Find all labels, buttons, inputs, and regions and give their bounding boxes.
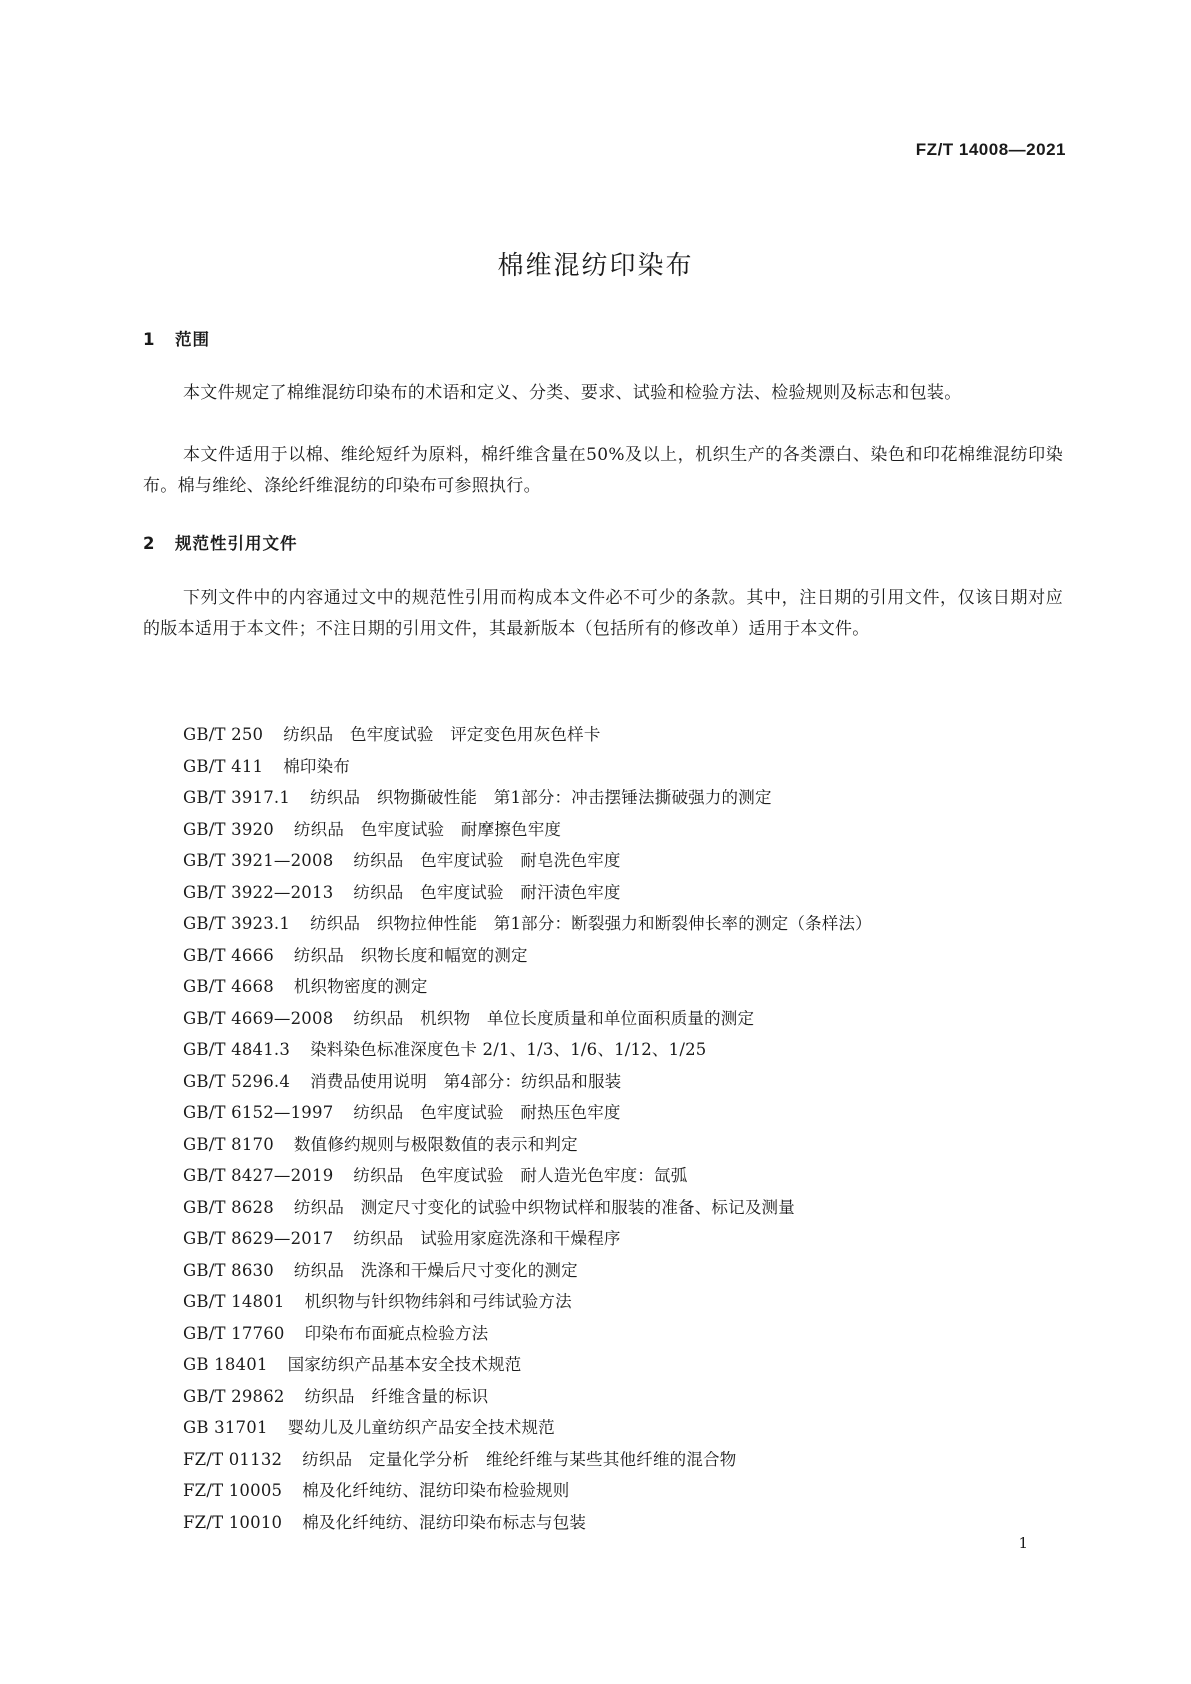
reference-item (183, 1286, 872, 1318)
reference-code: FZ/T 01132 (183, 1449, 283, 1469)
reference-item (183, 782, 872, 814)
reference-code: GB/T 4841.3 (183, 1040, 291, 1059)
reference-title: 机织物与针织物纬斜和弓纬试验方法 (304, 1292, 572, 1311)
reference-item (183, 1192, 872, 1224)
reference-code: GB/T 3917.1 (183, 788, 291, 807)
reference-item (183, 908, 872, 940)
section-2-heading (143, 530, 298, 554)
reference-item (183, 877, 872, 909)
reference-code: GB/T 29862 (183, 1386, 285, 1406)
reference-code: GB/T 6152—1997 (183, 1103, 334, 1122)
section-2-paragraph-1: 下列文件中的内容通过文中的规范性引用而构成本文件必不可少的条款。其中，注日期的引用文件，仅该日期对应的版本适用于本文件；不注日期的引用文件，其最新版本（包括所有的修改单）适用于本文件。 (143, 588, 1063, 639)
page-number: 1 (1018, 1534, 1028, 1552)
reference-title: 纺织品 机织物 单位长度质量和单位面积质量的测定 (353, 1008, 755, 1028)
reference-item (183, 1160, 872, 1192)
reference-title: 染料染色标准深度色卡 2/1、1/3、1/6、1/12、1/25 (310, 1040, 707, 1059)
reference-title: 棉及化纤纯纺、混纺印染布标志与包装 (302, 1512, 587, 1532)
reference-code: GB/T 3920 (183, 819, 274, 839)
reference-code: GB/T 4668 (183, 977, 274, 996)
reference-list (183, 719, 872, 1538)
reference-code: GB/T 17760 (183, 1323, 285, 1343)
reference-title: 数值修约规则与极限数值的表示和判定 (293, 1134, 578, 1154)
reference-code: GB/T 4666 (183, 945, 274, 965)
reference-code: GB/T 3922—2013 (183, 882, 334, 902)
reference-item (183, 1318, 872, 1350)
reference-title: 纺织品 测定尺寸变化的试验中织物试样和服装的准备、标记及测量 (293, 1197, 795, 1217)
reference-code: GB/T 5296.4 (183, 1071, 291, 1091)
section-number: 1 (143, 330, 156, 349)
reference-code: FZ/T 10010 (183, 1512, 283, 1532)
reference-title: 婴幼儿及儿童纺织产品安全技术规范 (287, 1418, 555, 1437)
reference-item (183, 845, 872, 877)
reference-item (183, 971, 872, 1003)
reference-code: GB/T 4669—2008 (183, 1008, 334, 1028)
reference-item (183, 814, 872, 846)
reference-title: 棉印染布 (283, 756, 351, 776)
reference-item (183, 1412, 872, 1444)
standard-number: FZ/T 14008—2021 (915, 140, 1066, 159)
reference-title: 纺织品 纤维含量的标识 (304, 1386, 489, 1406)
reference-code: GB/T 3923.1 (183, 914, 291, 933)
reference-item (183, 1381, 872, 1413)
reference-item (183, 1255, 872, 1287)
reference-code: GB/T 250 (183, 725, 264, 744)
reference-item (183, 719, 872, 751)
reference-item (183, 1034, 872, 1066)
reference-item (183, 1444, 872, 1476)
reference-title: 纺织品 织物拉伸性能 第1部分：断裂强力和断裂伸长率的测定（条样法） (310, 914, 872, 933)
reference-title: 印染布布面疵点检验方法 (304, 1323, 489, 1343)
reference-title: 国家纺织产品基本安全技术规范 (287, 1355, 522, 1374)
reference-code: GB 18401 (183, 1355, 268, 1374)
reference-title: 机织物密度的测定 (293, 977, 428, 996)
reference-item (183, 751, 872, 783)
reference-code: GB/T 8427—2019 (183, 1166, 334, 1185)
reference-title: 消费品使用说明 第4部分：纺织品和服装 (310, 1071, 622, 1091)
reference-item (183, 1097, 872, 1129)
reference-code: GB/T 411 (183, 756, 264, 776)
reference-code: GB/T 3921—2008 (183, 851, 334, 870)
reference-item (183, 1349, 872, 1381)
reference-item (183, 1507, 872, 1539)
reference-code: GB/T 8630 (183, 1260, 274, 1280)
reference-title: 纺织品 洗涤和干燥后尺寸变化的测定 (293, 1260, 578, 1280)
reference-item (183, 1066, 872, 1098)
section-title: 范围 (175, 330, 210, 349)
reference-code: GB/T 8628 (183, 1197, 274, 1217)
section-number: 2 (143, 534, 156, 553)
section-title: 规范性引用文件 (175, 534, 298, 553)
reference-code: GB 31701 (183, 1418, 268, 1437)
reference-title: 纺织品 色牢度试验 耐摩擦色牢度 (293, 819, 562, 839)
reference-code: GB/T 8629—2017 (183, 1229, 334, 1248)
reference-title: 纺织品 织物撕破性能 第1部分：冲击摆锤法撕破强力的测定 (310, 788, 772, 807)
document-title: 棉维混纺印染布 (497, 251, 694, 281)
reference-title: 纺织品 色牢度试验 耐人造光色牢度：氙弧 (353, 1166, 688, 1185)
reference-title: 棉及化纤纯纺、混纺印染布检验规则 (302, 1481, 570, 1500)
reference-item (183, 940, 872, 972)
reference-code: GB/T 14801 (183, 1292, 285, 1311)
reference-item (183, 1003, 872, 1035)
section-1-paragraph-2: 本文件适用于以棉、维纶短纤为原料，棉纤维含量在50%及以上，机织生产的各类漂白、染色和印花棉维混纺印染布。棉与维纶、涤纶纤维混纺的印染布可参照执行。 (143, 445, 1063, 496)
reference-code: FZ/T 10005 (183, 1481, 283, 1500)
reference-title: 纺织品 织物长度和幅宽的测定 (293, 945, 528, 965)
section-1-paragraph-1: 本文件规定了棉维混纺印染布的术语和定义、分类、要求、试验和检验方法、检验规则及标志和包装。 (183, 383, 962, 403)
reference-item (183, 1129, 872, 1161)
reference-title: 纺织品 色牢度试验 耐皂洗色牢度 (353, 851, 621, 870)
reference-item (183, 1223, 872, 1255)
reference-code: GB/T 8170 (183, 1134, 274, 1154)
reference-title: 纺织品 色牢度试验 耐汗渍色牢度 (353, 882, 621, 902)
section-1-heading (143, 326, 210, 350)
reference-item (183, 1475, 872, 1507)
reference-title: 纺织品 色牢度试验 评定变色用灰色样卡 (283, 725, 601, 744)
reference-title: 纺织品 试验用家庭洗涤和干燥程序 (353, 1229, 621, 1248)
reference-title: 纺织品 色牢度试验 耐热压色牢度 (353, 1103, 621, 1122)
reference-title: 纺织品 定量化学分析 维纶纤维与某些其他纤维的混合物 (302, 1449, 737, 1469)
